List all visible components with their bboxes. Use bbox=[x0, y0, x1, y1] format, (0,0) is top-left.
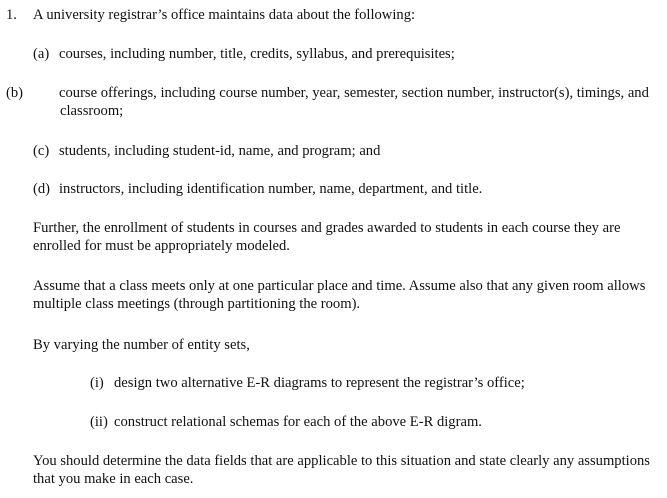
question-number: 1. bbox=[6, 7, 17, 23]
task-marker: (i) bbox=[90, 375, 104, 391]
list-marker: (a) bbox=[33, 46, 50, 62]
list-marker: (d) bbox=[33, 181, 51, 197]
list-item-text: courses, including number, title, credits, syllabus, and prerequisites; bbox=[59, 46, 455, 62]
list-item-b bbox=[6, 84, 667, 120]
task-item-i bbox=[90, 374, 650, 392]
paragraph-closing: You should determine the data fields that are applicable to this situation and state clearly any assumptions that you make in each case. bbox=[33, 453, 650, 487]
task-item-ii bbox=[90, 413, 650, 431]
question-intro: A university registrar’s office maintains data about the following: bbox=[33, 7, 416, 23]
task-marker: (ii) bbox=[90, 414, 108, 430]
list-item-a bbox=[33, 45, 663, 63]
paragraph-enrollment: Further, the enrollment of students in courses and grades awarded to students in each course they are enrolled for must be appropriately modeled. bbox=[33, 220, 621, 254]
list-item-text: students, including student-id, name, and program; and bbox=[59, 143, 381, 159]
list-item-d bbox=[33, 180, 663, 198]
list-marker: (c) bbox=[33, 143, 50, 159]
list-item-text: instructors, including identification number, name, department, and title. bbox=[59, 181, 483, 197]
list-marker: (b) bbox=[6, 85, 24, 101]
task-text: construct relational schemas for each of the above E-R digram. bbox=[114, 414, 482, 430]
paragraph-assumption: Assume that a class meets only at one particular place and time. Assume also that any given room allows multiple class meetings (through partitioning the room). bbox=[33, 278, 646, 312]
task-text: design two alternative E-R diagrams to represent the registrar’s office; bbox=[114, 375, 525, 391]
list-item-c bbox=[33, 142, 663, 160]
list-item-text: course offerings, including course number, year, semester, section number, instructor(s), timings, and classroom; bbox=[59, 85, 649, 119]
paragraph-varying: By varying the number of entity sets, bbox=[33, 337, 250, 353]
